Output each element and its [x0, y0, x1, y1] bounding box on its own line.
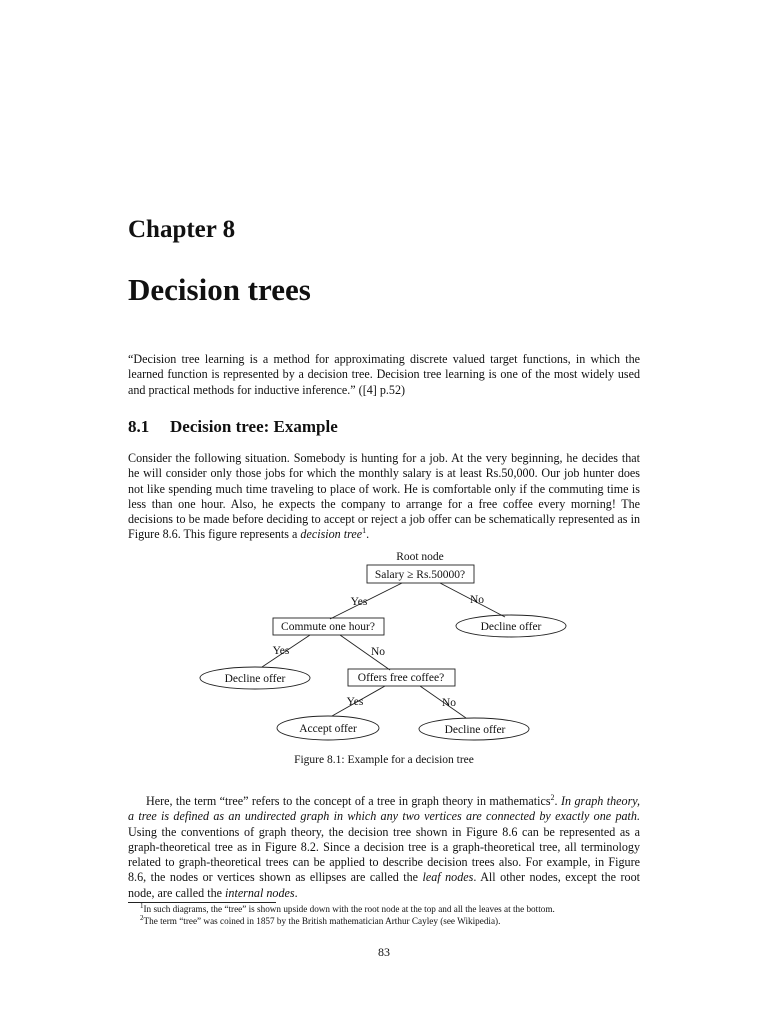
node-salary: Salary ≥ Rs.50000?: [374, 569, 466, 581]
edge-label-coffee-no: No: [441, 697, 457, 709]
footnote-1-text: In such diagrams, the “tree” is shown upside down with the root node at the top and all the leaves at the bottom.: [143, 904, 555, 914]
body-paragraph: [128, 794, 640, 901]
page-number: 83: [378, 945, 390, 959]
chapter-title: Decision trees: [128, 272, 311, 307]
body-text-a: Here, the term “tree” refers to the concept of a tree in graph theory in mathematics: [146, 794, 551, 808]
node-accept: Accept offer: [299, 723, 357, 735]
footnote-1: [140, 901, 555, 915]
root-node-label: Root node: [396, 551, 444, 563]
body-text-d: . All other nodes, except the root node, are called the: [128, 870, 640, 900]
epigraph-quote: “Decision tree learning is a method for approximating discrete valued target functions, in which the learned function is represented by a decision tree. Decision tree learning is one of the most widely used and practical methods for inductive inference.” ([4] p.52): [128, 352, 640, 397]
footnote-ref-1: 1: [362, 526, 367, 536]
footnote-1-mark: 1: [140, 901, 144, 910]
node-commute: Commute one hour?: [281, 621, 375, 633]
intro-paragraph: [128, 451, 640, 543]
edge-label-commute-no: No: [370, 646, 386, 658]
chapter-label: Chapter 8: [128, 216, 236, 243]
body-text-e: .: [294, 885, 298, 900]
intro-end: .: [366, 527, 370, 542]
node-decline-2: Decline offer: [224, 673, 286, 685]
footnote-ref-2: 2: [550, 792, 555, 802]
edge-label-salary-yes: Yes: [350, 596, 368, 608]
node-decline-1: Decline offer: [480, 621, 542, 633]
section-heading: [128, 417, 338, 437]
footnote-2-text: The term “tree” was coined in 1857 by the British mathematician Arthur Cayley (see Wikipedia).: [143, 916, 501, 926]
section-number: 8.1: [128, 417, 150, 436]
edge-label-coffee-yes: Yes: [346, 696, 364, 708]
body-text-c: Using the conventions of graph theory, the decision tree shown in Figure 8.6 can be represented as a graph-theoretical tree as in Figure 8.2. Since a decision tree is a graph-theoretical tree, all terminology related to graph-theoretical trees can be applied to describe decision trees also. For example, in Figure 8.6, the nodes or vertices shown as ellipses are called the: [128, 824, 640, 885]
footnote-2: [140, 913, 501, 927]
edge-label-commute-yes: Yes: [272, 645, 290, 657]
figure-caption: Figure 8.1: Example for a decision tree: [294, 754, 474, 766]
body-term-internal-nodes: internal nodes: [225, 885, 295, 900]
section-title: Decision tree: Example: [170, 417, 338, 436]
footnote-2-mark: 2: [140, 913, 144, 922]
intro-text: Consider the following situation. Somebody is hunting for a job. At the very beginning, he decides that he will consider only those jobs for which the monthly salary is at least Rs.50,000. Our job hunter does not like spending much time traveling to place of work. He is comfortable only if the commuting time is less than one hour. Also, he expects the company to arrange for a free coffee every morning! The decisions to be made before deciding to accept or reject a job offer can be schematically represented as in Figure 8.6. This figure represents a: [128, 451, 640, 542]
node-decline-3: Decline offer: [444, 724, 506, 736]
footnote-divider: [128, 902, 276, 903]
node-coffee: Offers free coffee?: [357, 672, 445, 684]
body-text-b: .: [554, 794, 561, 808]
body-term-leaf-nodes: leaf nodes: [422, 870, 474, 885]
body-italic-definition: In graph theory, a tree is defined as an undirected graph in which any two vertices are connected by exactly one path.: [128, 794, 641, 824]
edge-label-salary-no: No: [469, 594, 485, 606]
intro-term: decision tree: [300, 527, 363, 542]
